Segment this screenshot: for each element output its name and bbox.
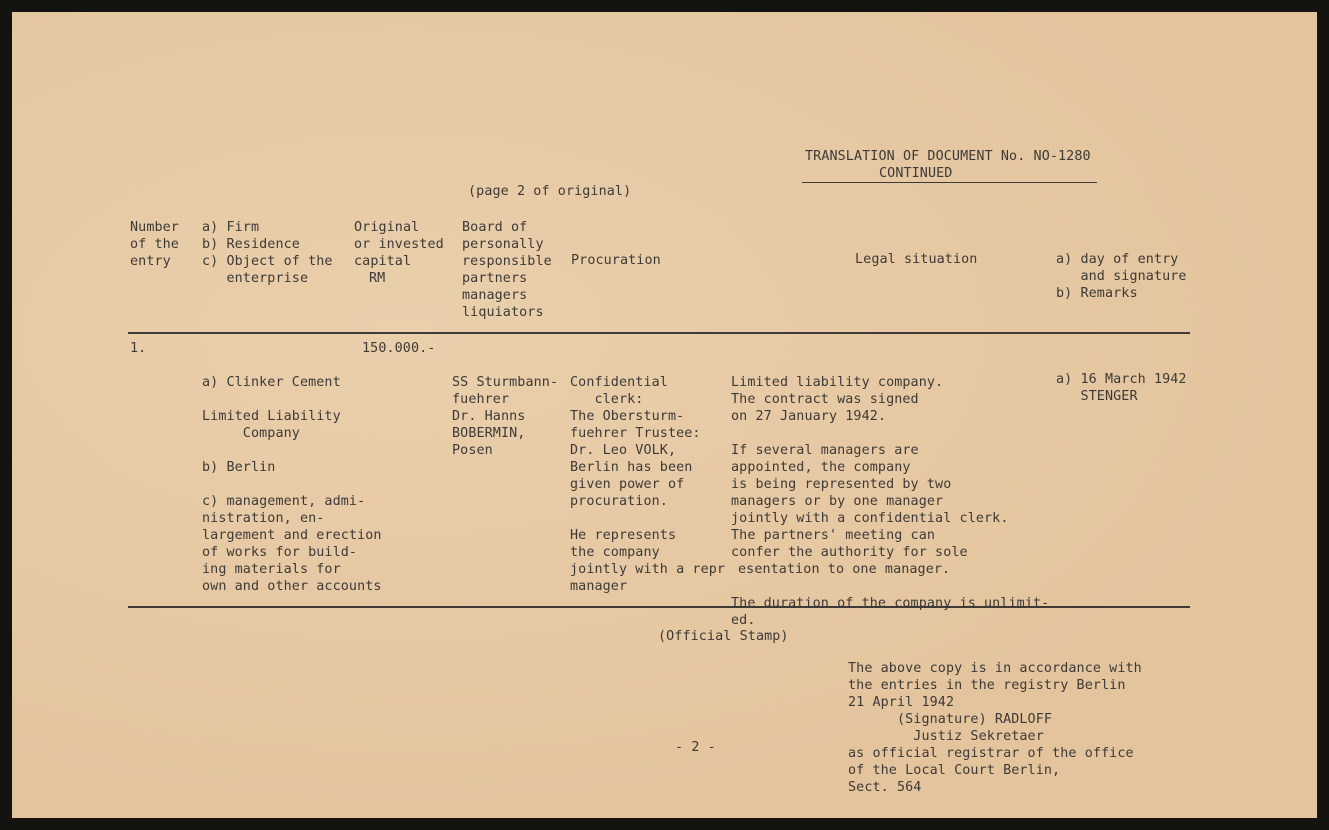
title-rule [802,182,1097,183]
page-number: - 2 - [675,740,716,755]
header-firm: a) Firm b) Residence c) Object of the enterprise [202,220,333,286]
document-title: TRANSLATION OF DOCUMENT No. NO-1280 [805,149,1091,164]
page-note: (page 2 of original) [468,184,632,199]
entry-legal: Limited liability company. The contract was signed on 27 January 1942. If several managers are appointed, the company is being represented by two managers or by one manager jointly with a confidential clerk. The partners' meeting can confer the authority for sole esentation to one manager. The duration of the company is unlimit- ed. [731,375,1050,628]
official-stamp: (Official Stamp) [658,629,789,644]
entry-procuration: Confidential clerk: The Obersturm- fuehrer Trustee: Dr. Leo VOLK, Berlin has been given power of procuration. He represents the company jointly with a repr manager [570,375,726,594]
header-entry-date: a) day of entry and signature b) Remarks [1056,252,1187,301]
entry-capital: 150.000.- [362,341,436,356]
continued-label: CONTINUED [879,166,953,181]
header-number: Number of the entry [130,220,179,269]
entry-number: 1. [130,341,147,356]
entry-rule [128,606,1190,608]
header-legal: Legal situation [855,252,978,267]
header-board: Board of personally responsible partners managers liquiators [462,220,552,320]
certification: The above copy is in accordance with the entries in the registry Berlin 21 April 1942 (Signature) RADLOFF Justiz Sekretaer as official registrar of the office of the Local Court Berlin, Sect. 564 [848,661,1142,795]
entry-board: SS Sturmbann- fuehrer Dr. Hanns BOBERMIN, Posen [452,375,559,458]
entry-firm: a) Clinker Cement Limited Liability Company b) Berlin c) management, admi- nistration, en- largement and erection of works for build- ing materials for own and other accounts [202,375,382,594]
header-procuration: Procuration [571,253,661,268]
header-capital: Original or invested capital RM [354,220,444,286]
entry-date: a) 16 March 1942 STENGER [1056,372,1187,404]
header-rule [128,332,1190,334]
